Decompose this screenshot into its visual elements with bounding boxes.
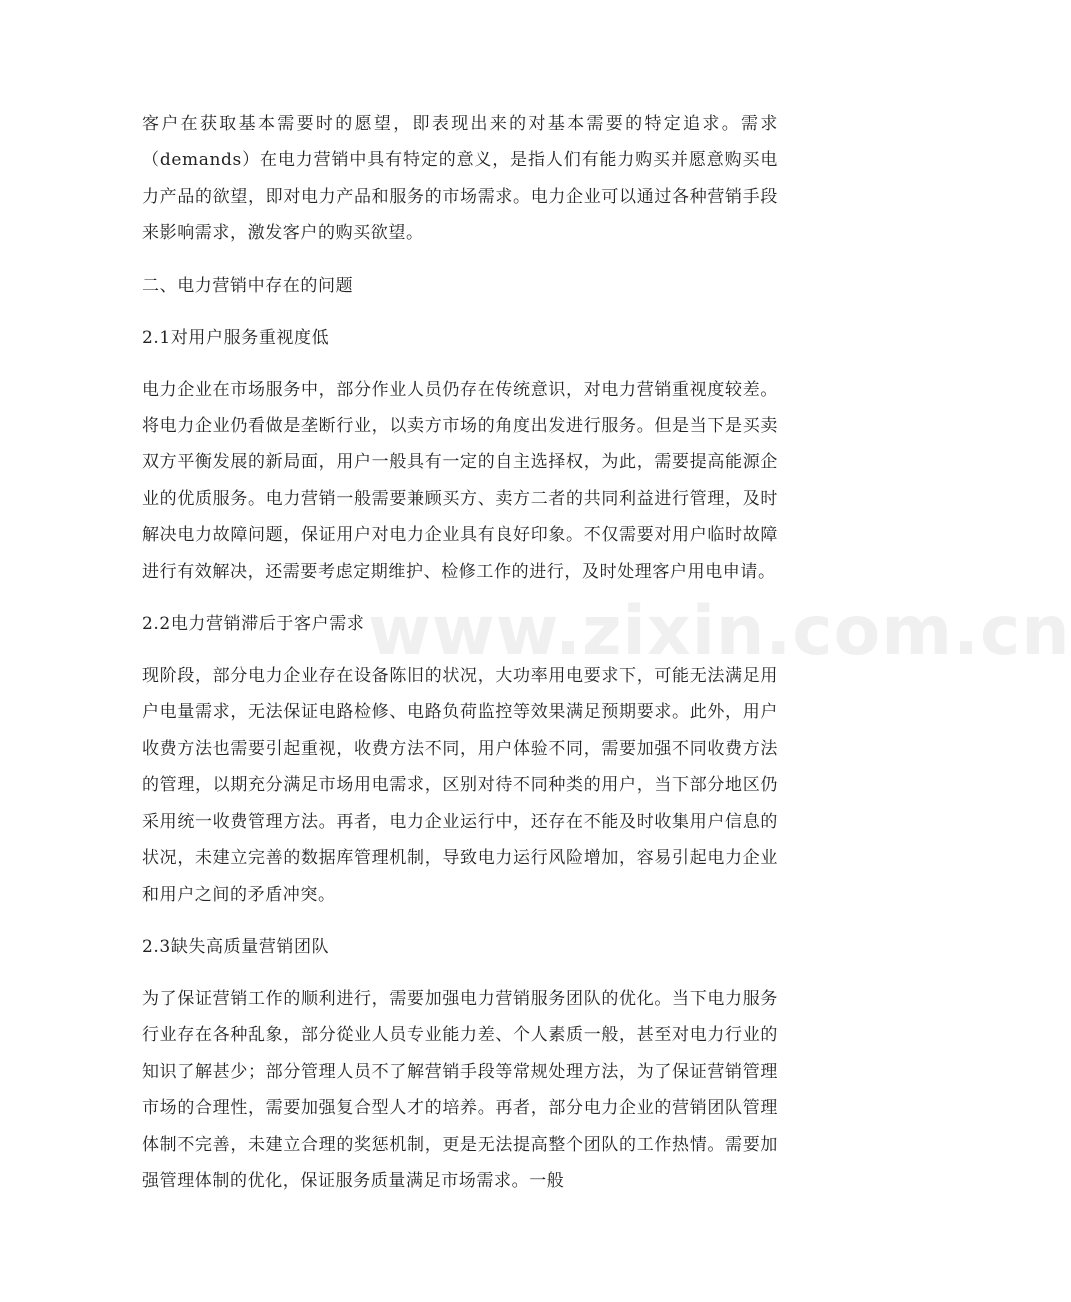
subsection-heading-2-2: 2.2电力营销滞后于客户需求 bbox=[142, 614, 365, 635]
paragraph-service-attention: 电力企业在市场服务中，部分作业人员仍存在传统意识，对电力营销重视度较差。将电力企业仍看做是垄断行业，以卖方市场的角度出发进行服务。但是当下是买卖双方平衡发展的新局面，用户一般具有一定的自主选择权，为此，需要提高能源企业的优质服务。电力营销一般需要兼顾买方、卖方二者的共同利益进行管理，及时解决电力故障问题，保证用户对电力企业具有良好印象。不仅需要对用户临时故障进行有效解决，还需要考虑定期维护、检修工作的进行，及时处理客户用电申请。 bbox=[142, 379, 778, 582]
paragraph-demands-definition: 客户在获取基本需要时的愿望，即表现出来的对基本需要的特定追求。需求（demands）在电力营销中具有特定的意义，是指人们有能力购买并愿意购买电力产品的欲望，即对电力产品和服务的市场需求。电力企业可以通过各种营销手段来影响需求，激发客户的购买欲望。 bbox=[142, 114, 778, 244]
document-body bbox=[142, 106, 778, 1215]
paragraph-marketing-team: 为了保证营销工作的顺利进行，需要加强电力营销服务团队的优化。当下电力服务行业存在各种乱象，部分從业人员专业能力差、个人素质一般，甚至对电力行业的知识了解甚少；部分管理人员不了解营销手段等常规处理方法，为了保证营销管理市场的合理性，需要加强复合型人才的培养。再者，部分电力企业的营销团队管理体制不完善，未建立合理的奖惩机制，更是无法提高整个团队的工作热情。需要加强管理体制的优化，保证服务质量满足市场需求。一般 bbox=[142, 988, 778, 1191]
subsection-heading-2-1: 2.1对用户服务重视度低 bbox=[142, 327, 330, 348]
subsection-heading-2-3: 2.3缺失高质量营销团队 bbox=[142, 936, 330, 957]
watermark-text: www.zixin.com.cn bbox=[368, 592, 1071, 671]
paragraph-lagging-demand: 现阶段，部分电力企业存在设备陈旧的状况，大功率用电要求下，可能无法满足用户电量需求，无法保证电路检修、电路负荷监控等效果满足预期要求。此外，用户收费方法也需要引起重视，收费方法不同，用户体验不同，需要加强不同收费方法的管理，以期充分满足市场用电需求，区别对待不同种类的用户，当下部分地区仍采用统一收费管理方法。再者，电力企业运行中，还存在不能及时收集用户信息的状况，未建立完善的数据库管理机制，导致电力运行风险增加，容易引起电力企业和用户之间的矛盾冲突。 bbox=[142, 666, 778, 905]
section-heading-problems: 二、电力营销中存在的问题 bbox=[142, 275, 354, 296]
